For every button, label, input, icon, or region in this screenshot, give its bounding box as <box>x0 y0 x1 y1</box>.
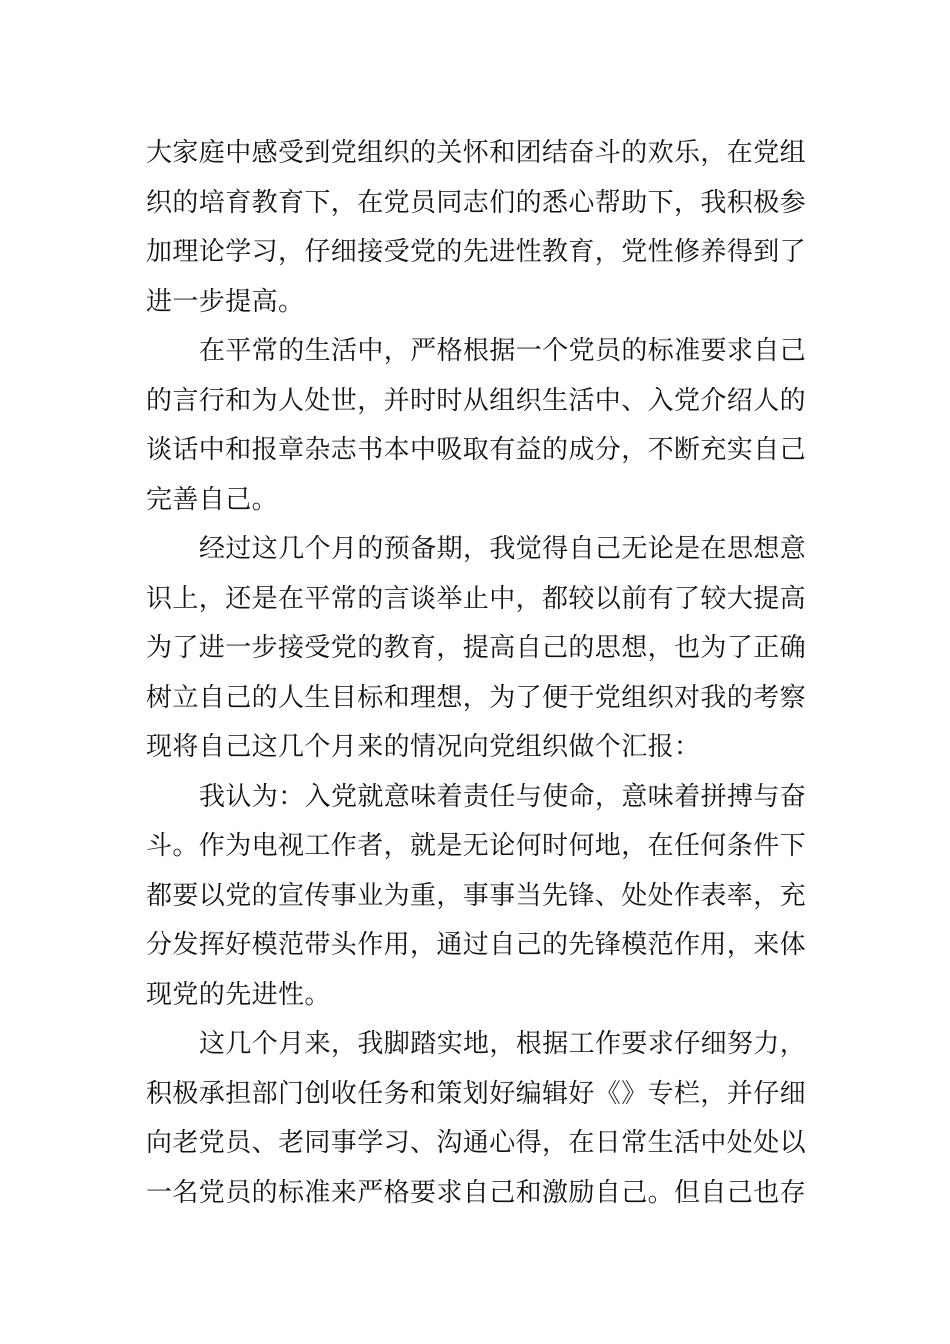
paragraph <box>146 129 811 327</box>
text-line: 识上，还是在平常的言谈举止中，都较以前有了较大提高 <box>146 583 807 614</box>
paragraph <box>146 773 811 1021</box>
paragraph <box>146 525 811 773</box>
document-body <box>146 129 811 1218</box>
text-line: 分发挥好模范带头作用，通过自己的先锋模范作用，来体 <box>146 930 807 960</box>
text-line: 织的培育教育下，在党员同志们的悉心帮助下，我积极参 <box>146 187 807 218</box>
text-line: 斗。作为电视工作者，就是无论何时何地，在任何条件下 <box>146 831 807 861</box>
paragraph <box>146 1020 811 1218</box>
text-line: 向老党员、老同事学习、沟通心得，在日常生活中处处以 <box>146 1128 807 1158</box>
text-line: 现党的先进性。 <box>146 979 331 1010</box>
text-line: 经过这几个月的预备期，我觉得自己无论是在思想意 <box>199 534 807 564</box>
text-line: 谈话中和报章杂志书本中吸取有益的成分，不断充实自己 <box>146 435 807 465</box>
paragraph <box>146 327 811 525</box>
text-line: 完善自己。 <box>146 484 279 515</box>
text-line: 一名党员的标准来严格要求自己和激励自己。但自己也存 <box>146 1177 807 1208</box>
text-line: 积极承担部门创收任务和策划好编辑好《》专栏，并仔细 <box>146 1078 807 1109</box>
text-line: 都要以党的宣传事业为重，事事当先锋、处处作表率，充 <box>146 880 807 911</box>
text-line: 为了进一步接受党的教育，提高自己的思想，也为了正确 <box>146 633 807 663</box>
text-line: 我认为：入党就意味着责任与使命，意味着拼搏与奋 <box>199 781 807 812</box>
text-line: 加理论学习，仔细接受党的先进性教育，党性修养得到了 <box>146 237 807 267</box>
text-line: 在平常的生活中，严格根据一个党员的标准要求自己 <box>199 336 807 366</box>
text-line: 树立自己的人生目标和理想，为了便于党组织对我的考察 <box>146 682 807 713</box>
text-line: 的言行和为人处世，并时时从组织生活中、入党介绍人的 <box>146 385 807 416</box>
text-line: 这几个月来，我脚踏实地，根据工作要求仔细努力， <box>199 1029 807 1059</box>
text-line: 现将自己这几个月来的情况向党组织做个汇报： <box>146 732 701 762</box>
text-line: 大家庭中感受到党组织的关怀和团结奋斗的欢乐，在党组 <box>146 138 807 168</box>
text-line: 进一步提高。 <box>146 286 305 317</box>
